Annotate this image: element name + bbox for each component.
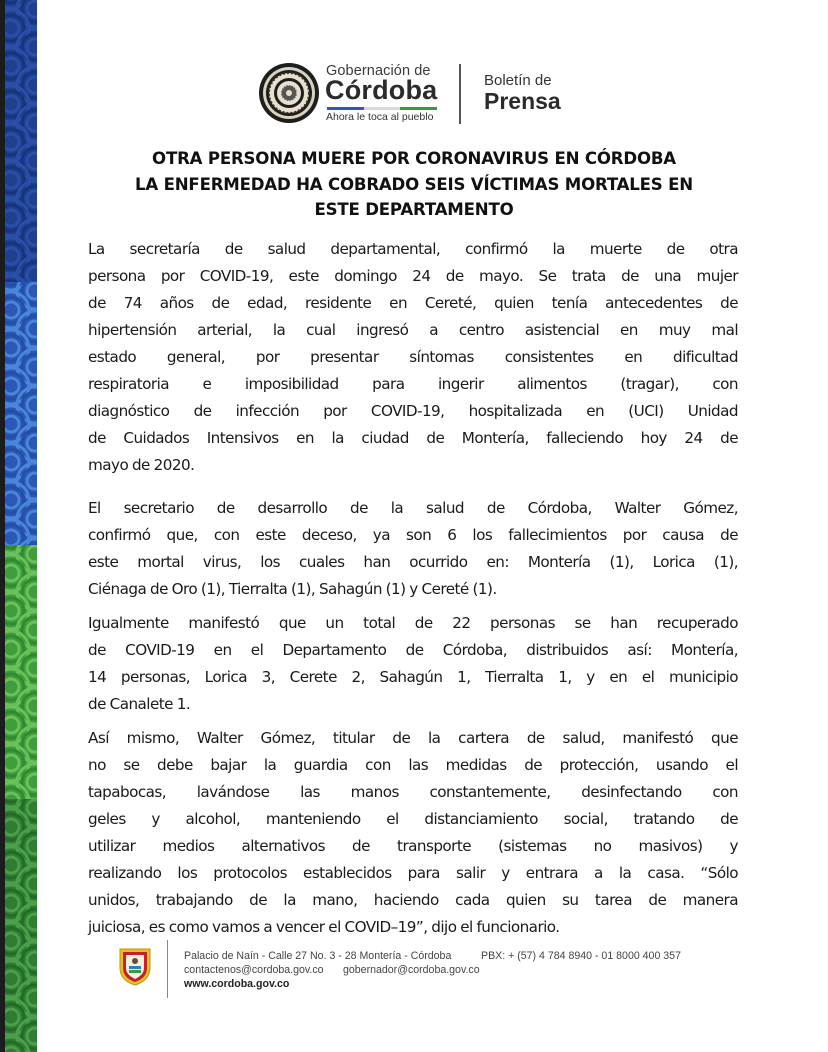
logo-tricolor-bar [327,107,437,110]
arc-motif [27,511,37,527]
arc-motif [5,172,19,188]
text-line: 14 personas, Lorica 3, Cerete 2, Sahagún 1, Tierralta 1, y en el municipio [88,668,738,686]
arc-motif [27,584,37,600]
arc-motif [5,530,19,545]
arc-motif [27,876,37,892]
paragraph-3 [88,610,738,718]
crest-icon [118,946,152,986]
text-line: geles y alcohol, manteniendo el distanciamiento social, tratando de [88,810,738,828]
letterhead-footer [112,940,732,1000]
arc-motif [27,1,37,17]
arc-motif [27,283,37,299]
text-line: unidos, trabajando de la mano, haciendo cada quien su tarea de manera [88,891,738,909]
arc-motif [5,857,19,873]
arc-motif [27,990,37,1006]
arc-motif [5,302,19,318]
footer-phone: PBX: + (57) 4 784 8940 - 01 8000 400 357 [481,950,681,962]
paragraph-4 [88,725,738,941]
arc-motif [27,952,37,968]
arc-motif [5,819,19,835]
strip-segment-dark-blue [5,0,37,282]
arc-motif [5,1009,19,1025]
footer-email-contact[interactable]: contactenos@cordoba.gov.co [184,964,324,976]
text-line: mayo de 2020. [88,456,195,474]
arc-motif [27,736,37,752]
arc-motif [27,115,37,131]
arc-pattern [5,799,37,1052]
arc-motif [27,800,37,816]
arc-motif [5,933,19,949]
arc-motif [27,914,37,930]
arc-motif [27,191,37,207]
footer-address: Palacio de Naín - Calle 27 No. 3 - 28 Montería - Córdoba [184,950,452,962]
section-label-prensa: Prensa [484,88,561,114]
arc-motif [27,473,37,489]
text-line: confirmó que, con este deceso, ya son 6 los fallecimientos por causa de [88,526,738,544]
section-label-boletin: Boletín de [484,72,552,89]
arc-motif [27,622,37,638]
arc-pattern [5,545,37,799]
arc-motif [27,774,37,790]
text-line: persona por COVID-19, este domingo 24 de mayo. Se trata de una mujer [88,267,738,285]
text-line: respiratoria e imposibilidad para ingerir alimentos (tragar), con [88,375,738,393]
arc-motif [5,282,24,285]
arc-motif [5,603,19,619]
arc-motif [5,717,19,733]
arc-motif [5,454,19,470]
arc-motif [27,435,37,451]
arc-motif [5,525,24,545]
arc-motif [27,267,37,282]
arc-motif [27,77,37,93]
paragraph-2 [88,495,738,603]
arc-motif [5,641,19,657]
title-line: LA ENFERMEDAD HA COBRADO SEIS VÍCTIMAS MORTALES EN [135,174,693,194]
arc-motif [27,321,37,337]
text-line: diagnóstico de infección por COVID-19, hospitalizada en (UCI) Unidad [88,402,738,420]
text-line: no se debe bajar la guardia con las medidas de protección, usando el [88,756,738,774]
decorative-side-strip [5,0,37,1052]
arc-motif [27,39,37,55]
arc-motif [27,359,37,375]
arc-motif [5,0,24,3]
header-divider [459,64,461,124]
text-line: El secretario de desarrollo de la salud de Córdoba, Walter Gómez, [88,499,738,517]
text-line: este mortal virus, los cuales han ocurrido en: Montería (1), Lorica (1), [88,553,738,571]
title-line: ESTE DEPARTAMENTO [314,200,514,219]
logo-slogan: Ahora le toca al pueblo [326,111,434,123]
footer-divider [167,940,168,998]
arc-motif [27,397,37,413]
arc-motif [5,378,19,394]
arc-motif [5,1047,19,1052]
arc-pattern [5,282,37,545]
text-line: juiciosa, es como vamos a vencer el COVID–19”, dijo el funcionario. [88,918,560,936]
logo-line-gobernacion: Gobernación de [326,63,431,79]
text-line: estado general, por presentar síntomas consistentes en dificultad [88,348,738,366]
arc-motif [5,210,19,226]
text-line: Ciénaga de Oro (1), Tierralta (1), Sahagún (1) y Cereté (1). [88,580,497,598]
arc-motif [27,698,37,714]
arc-motif [5,340,19,356]
arc-motif [27,1028,37,1044]
footer-website[interactable]: www.cordoba.gov.co [184,978,290,990]
arc-motif [27,660,37,676]
text-line: de Cuidados Intensivos en la ciudad de Montería, falleciendo hoy 24 de [88,429,738,447]
title-line: OTRA PERSONA MUERE POR CORONAVIRUS EN CÓRDOBA [152,149,676,168]
arc-motif [27,229,37,245]
arc-motif [5,799,24,802]
arc-pattern [5,0,37,282]
paragraph-1 [88,236,738,479]
arc-motif [5,20,19,36]
arc-motif [5,416,19,432]
arc-motif [5,492,19,508]
arc-motif [5,755,19,771]
strip-segment-dark-green [5,799,37,1052]
text-line: La secretaría de salud departamental, confirmó la muerte de otra [88,240,738,258]
arc-motif [5,134,19,150]
text-line: de COVID-19 en el Departamento de Córdoba, distribuidos así: Montería, [88,641,738,659]
text-line: tapabocas, lavándose las manos constantemente, desinfectando con [88,783,738,801]
arc-motif [27,546,37,562]
logo-line-cordoba: Córdoba [325,75,438,105]
text-line: Igualmente manifestó que un total de 22 personas se han recuperado [88,614,738,632]
text-line: utilizar medios alternativos de transporte (sistemas no masivos) y [88,837,738,855]
text-line: de 74 años de edad, residente en Cereté, quien tenía antecedentes de [88,294,738,312]
arc-motif [5,96,19,112]
strip-segment-light-green [5,545,37,799]
footer-email-governor[interactable]: gobernador@cordoba.gov.co [343,964,480,976]
arc-motif [27,153,37,169]
arc-motif [5,565,19,581]
arc-motif [27,838,37,854]
arc-motif [5,58,19,74]
strip-segment-blue [5,282,37,545]
letterhead [258,60,578,128]
text-line: de Canalete 1. [88,695,191,713]
emblem-icon [258,62,320,124]
arc-motif [5,545,24,548]
press-release-title [80,146,748,223]
arc-motif [5,971,19,987]
arc-motif [5,895,19,911]
text-line: Así mismo, Walter Gómez, titular de la cartera de salud, manifestó que [88,729,738,747]
arc-motif [5,679,19,695]
text-line: hipertensión arterial, la cual ingresó a centro asistencial en muy mal [88,321,738,339]
text-line: realizando los protocolos establecidos para salir y entrara a la casa. “Sólo [88,864,738,882]
arc-motif [5,248,19,264]
